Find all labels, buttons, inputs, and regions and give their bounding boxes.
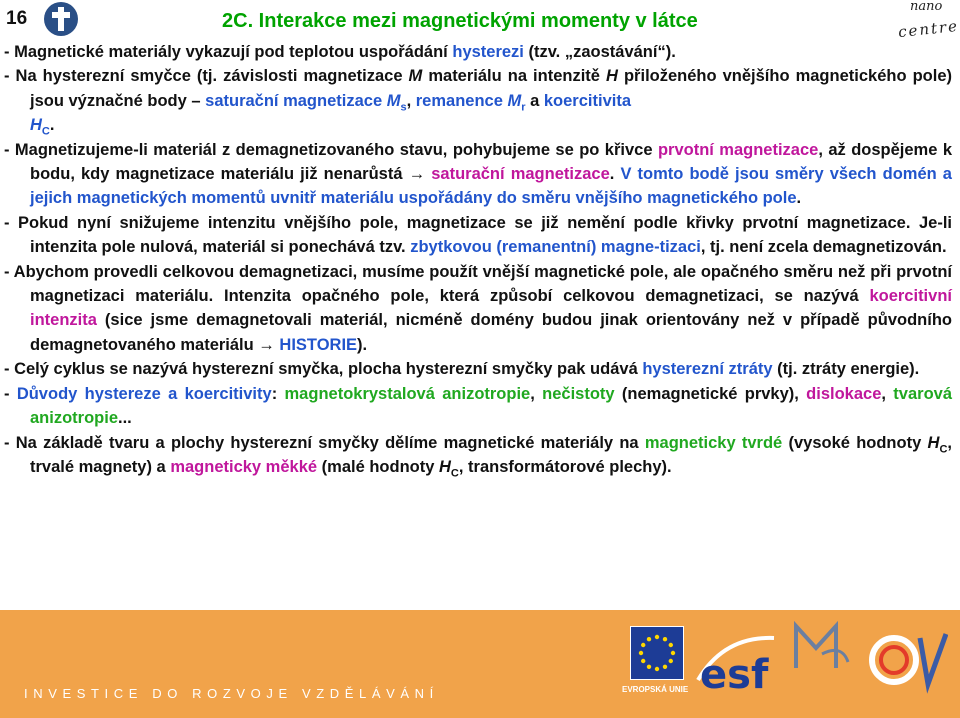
term-initial-magnetization: prvotní magnetizace — [657, 140, 819, 159]
term-dislocations: dislokace — [806, 384, 882, 403]
text: materiálu na intenzitě — [422, 67, 607, 86]
page-number: 16 — [6, 8, 28, 29]
symbol-h: H — [606, 67, 618, 86]
term-reasons: Důvody hystereze a koercitivity — [16, 384, 272, 403]
term-hysteresis: hysterezi — [452, 43, 524, 61]
text: . — [796, 189, 802, 208]
term-saturation: saturační magnetizace — [205, 91, 387, 110]
text: ... — [118, 409, 132, 428]
paragraph-remanence — [4, 211, 952, 260]
subscript: C — [450, 467, 459, 480]
symbol-hc: H — [439, 457, 451, 476]
paragraph-losses — [4, 357, 952, 381]
text: (malé hodnoty — [317, 457, 439, 476]
subscript: C — [41, 125, 50, 138]
text: (tzv. „zaostávání“). — [523, 43, 676, 61]
text: , trvalé magnety) a — [30, 433, 952, 476]
term-anisotropy: magnetokrystalová anizotropie — [284, 384, 531, 403]
esf-logo — [694, 630, 778, 696]
term-saturation: saturační magnetizace — [431, 165, 610, 184]
paragraph-reasons — [4, 382, 952, 431]
logo-line-2: centre — [897, 16, 960, 42]
text: - Na hysterezní smyčce (tj. závislosti magnetizace — [4, 67, 409, 86]
text: . — [49, 116, 55, 135]
text: . — [609, 165, 621, 184]
text: - Celý cyklus se nazývá hysterezní smyčka, plocha hysterezní smyčky pak udává — [4, 360, 643, 379]
symbol-mr: M — [507, 91, 522, 110]
university-logo — [44, 2, 78, 36]
msmt-logo — [792, 618, 852, 678]
text: (sice jsme demagnetovali materiál, nicméně domény budou jinak orientovány než v případě původního demagnetovaného materiálu → — [30, 311, 952, 354]
text: , — [406, 91, 416, 110]
slide-title: 2C. Interakce mezi magnetickými momenty v látce — [222, 10, 698, 32]
text: (nemagnetické prvky), — [614, 384, 807, 403]
subscript: C — [939, 442, 948, 455]
term-coercivity: koercitivita — [543, 91, 631, 110]
symbol-hc: H — [30, 116, 42, 135]
text: (vysoké hodnoty — [782, 433, 928, 452]
paragraph-magnetization — [4, 138, 952, 211]
term-hysteresis-losses: hysterezní ztráty — [642, 360, 773, 379]
text: - Magnetizujeme-li materiál z demagnetizovaného stavu, pohybujeme se po křivce — [4, 140, 658, 159]
text: - Magnetické materiály vykazují pod teplotou uspořádání — [4, 43, 453, 61]
text: - Pokud nyní snižujeme intenzitu vnějšího pole, magnetizace se již nemění podle křivky prvotní magnetizace. Je-li intenzita pole nulová, materiál si ponechává tzv. — [4, 213, 952, 257]
paragraph-coercivity — [4, 260, 952, 358]
term-remanence: remanence — [415, 91, 508, 110]
symbol-hc: H — [927, 433, 940, 452]
term-magnetically-hard: magneticky tvrdé — [644, 433, 783, 452]
text: , tj. není zcela demagnetizován. — [700, 238, 947, 257]
term-history: HISTORIE — [279, 335, 358, 354]
symbol-ms: M — [386, 91, 401, 110]
term-shape-anisotropy: tvarová anizotropie — [30, 384, 952, 428]
term-magnetically-soft: magneticky měkké — [170, 457, 318, 476]
slide-content — [4, 40, 952, 479]
paragraph-hysteresis — [4, 40, 952, 64]
term-coercive-intensity: koercitivní intenzita — [30, 287, 952, 330]
text: (tj. ztráty energie). — [772, 360, 920, 379]
op-vk-logo — [866, 624, 948, 694]
text: ). — [357, 335, 368, 354]
text: , — [881, 384, 894, 403]
text: , až dospějeme k bodu, kdy magnetizace materiálu již nenarůstá → — [30, 140, 952, 184]
text: - — [4, 384, 17, 403]
text: - Na základě tvaru a plochy hysterezní smyčky dělíme magnetické materiály na — [4, 433, 645, 452]
footer-slogan: INVESTICE DO ROZVOJE VZDĚLÁVÁNÍ — [24, 686, 439, 701]
term-impurities: nečistoty — [542, 384, 615, 403]
subscript: s — [400, 101, 407, 114]
footer-banner — [0, 610, 960, 718]
text: přiloženého vnějšího magnetického pole) jsou význačné body – — [30, 67, 952, 110]
text: , — [530, 384, 543, 403]
text: - Abychom provedli celkovou demagnetizaci, musíme použít vnější magnetické pole, ale opačného směru než při prvotní magnetizaci materiálu. Intenzita opačného pole, která způsobí celkovou demagnetizaci, se nazývá — [4, 262, 952, 306]
eu-caption: EVROPSKÁ UNIE — [622, 685, 689, 694]
text: , transformátorové plechy). — [458, 457, 672, 476]
paragraph-hysteresis-loop — [4, 64, 952, 137]
text: : — [271, 384, 285, 403]
nano-centre-logo — [896, 0, 960, 44]
symbol-m: M — [408, 67, 423, 86]
highlight-domains: V tomto bodě jsou směry všech domén a jejich magnetických momentů uvnitř materiálu uspořádány do směru vnějšího magnetického pole — [30, 165, 952, 208]
eu-flag-icon — [630, 626, 684, 680]
esf-text: esf — [700, 652, 769, 696]
subscript: r — [521, 101, 526, 114]
logo-line-1: nano — [910, 0, 943, 14]
text: a — [525, 91, 544, 110]
paragraph-material-types — [4, 431, 952, 480]
term-remanent-magnetization: zbytkovou (remanentní) magne-tizaci — [410, 238, 701, 257]
